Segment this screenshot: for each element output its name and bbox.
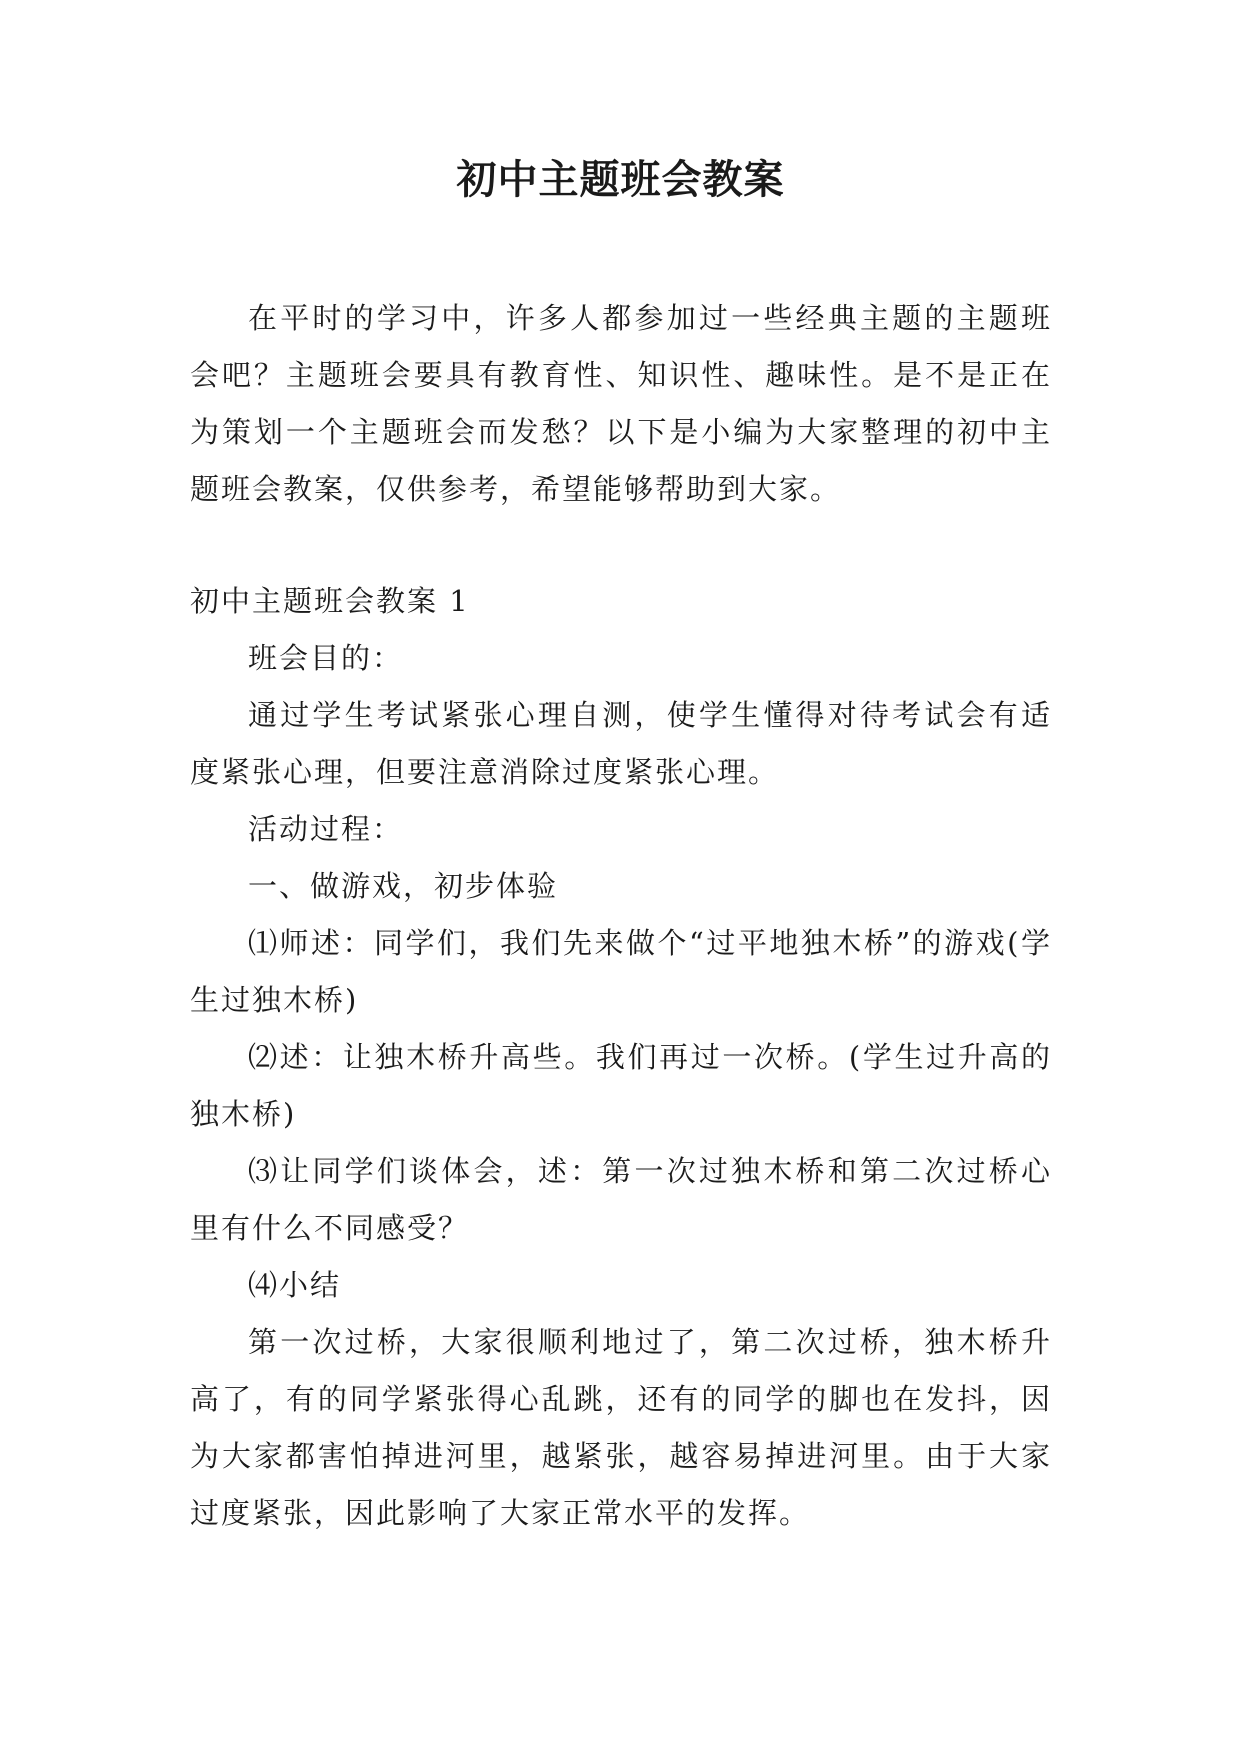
paragraph-step-heading: 一、做游戏，初步体验 xyxy=(248,869,559,903)
section-heading: 初中主题班会教案 1 xyxy=(190,584,470,618)
paragraph-summary: 第一次过桥，大家很顺利地过了，第二次过桥，独木桥升高了，有的同学紧张得心乱跳，还有的同学的脚也在发抖，因为大家都害怕掉进河里，越紧张，越容易掉进河里。由于大家过度紧张，因此影响了大家正常水平的发挥。 xyxy=(190,1325,1052,1530)
document-title: 初中主题班会教案 xyxy=(456,156,785,203)
paragraph-purpose: 通过学生考试紧张心理自测，使学生懂得对待考试会有适度紧张心理，但要注意消除过度紧张心理。 xyxy=(190,698,1052,789)
intro-paragraph: 在平时的学习中，许多人都参加过一些经典主题的主题班会吧？主题班会要具有教育性、知识性、趣味性。是不是正在为策划一个主题班会而发愁？以下是小编为大家整理的初中主题班会教案，仅供参考，希望能够帮助到大家。 xyxy=(190,301,1052,506)
paragraph-purpose-label: 班会目的： xyxy=(248,641,404,675)
paragraph-step-3: ⑶让同学们谈体会，述：第一次过独木桥和第二次过桥心里有什么不同感受？ xyxy=(190,1154,1052,1245)
paragraph-step-2: ⑵述：让独木桥升高些。我们再过一次桥。(学生过升高的独木桥) xyxy=(190,1040,1052,1131)
paragraph-step-4: ⑷小结 xyxy=(248,1268,342,1302)
paragraph-process-label: 活动过程： xyxy=(248,812,404,846)
document-body xyxy=(190,290,1052,1542)
paragraph-step-1: ⑴师述：同学们，我们先来做个“过平地独木桥”的游戏(学生过独木桥) xyxy=(190,926,1052,1017)
